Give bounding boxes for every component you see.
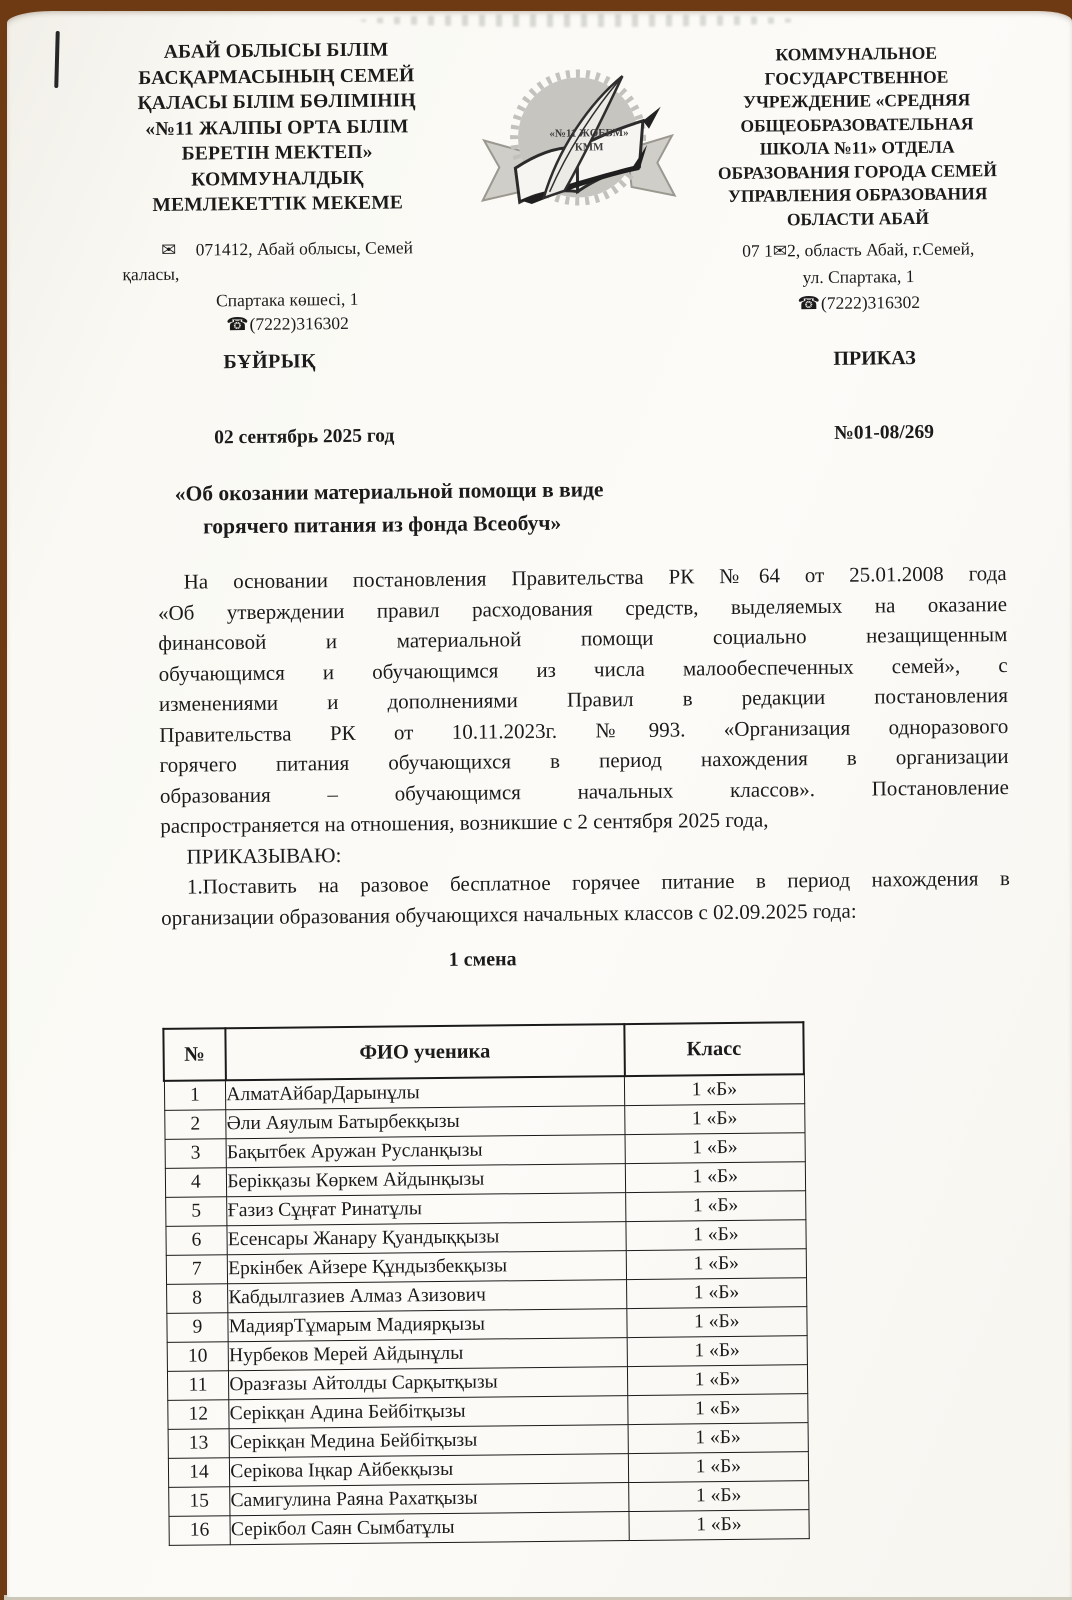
org-name-line: ОБРАЗОВАНИЯ ГОРОДА СЕМЕЙ: [717, 159, 997, 183]
row-number: 11: [167, 1370, 229, 1400]
order-number: №01-08/269: [834, 421, 935, 444]
student-name: МадиярТұмарым Мадиярқызы: [228, 1308, 627, 1341]
row-number: 13: [168, 1428, 230, 1458]
org-name-line: УПРАВЛЕНИЯ ОБРАЗОВАНИЯ: [727, 183, 988, 206]
student-name: Есенсары Жанару Қуандыққызы: [227, 1221, 626, 1254]
student-class: 1 «Б»: [627, 1335, 807, 1366]
student-class: 1 «Б»: [629, 1451, 809, 1482]
student-name: Кабдылгазиев Алмаз Азизович: [228, 1279, 627, 1312]
row-number: 8: [166, 1283, 228, 1313]
student-name: Серікбол Саян Сымбатұлы: [230, 1511, 629, 1544]
paragraph-line: обучающимся и обучающимся из числа малообеспеченных семей», с: [158, 652, 1008, 686]
row-number: 1: [164, 1080, 226, 1110]
address-russian: [718, 235, 999, 317]
student-name: Оразғазы Айтолды Сарқытқызы: [229, 1366, 628, 1399]
student-class: 1 «Б»: [626, 1190, 806, 1221]
document-title: [175, 473, 604, 543]
table-row: [168, 1509, 808, 1545]
paragraph-line: горячего питания обучающихся в период нахождения в организации: [159, 744, 1009, 777]
org-name-russian: [706, 41, 1008, 232]
paragraph-line: образования – обучающимся начальных классов». Постановление: [159, 774, 1010, 808]
address-line: қаласы,: [122, 263, 180, 285]
students-table: [162, 1021, 809, 1545]
envelope-icon: ✉: [772, 241, 788, 261]
student-class: 1 «Б»: [626, 1248, 806, 1279]
item-line: организации образования обучающихся начальных классов с 02.09.2025 года:: [161, 898, 857, 930]
row-number: 14: [168, 1457, 230, 1487]
order-date: 02 сентябрь 2025 год: [214, 425, 395, 449]
org-name-line: БЕРЕТІН МЕКТЕП»: [181, 141, 373, 165]
row-number: 7: [166, 1254, 228, 1284]
row-number: 9: [166, 1312, 228, 1342]
org-name-line: ШКОЛА №11» ОТДЕЛА: [759, 136, 955, 159]
org-name-line: ГОСУДАРСТВЕННОЕ: [764, 66, 949, 89]
student-class: 1 «Б»: [625, 1074, 805, 1105]
column-header-number: №: [163, 1028, 225, 1081]
student-name: Берікқазы Көркем Айдынқызы: [227, 1163, 626, 1196]
student-class: 1 «Б»: [628, 1422, 808, 1453]
order-item1: [161, 863, 1011, 933]
student-name: Ғазиз Сұңғат Ринатұлы: [227, 1192, 626, 1225]
org-name-line: ОБЩЕОБРАЗОВАТЕЛЬНАЯ: [740, 112, 974, 136]
order-paragraph: [158, 558, 1010, 841]
org-name-line: ОБЛАСТИ АБАЙ: [786, 207, 930, 229]
student-class: 1 «Б»: [629, 1480, 809, 1511]
paragraph-line: распространяется на отношения, возникшие с 2 сентября 2025 года,: [160, 807, 769, 838]
org-name-line: АБАЙ ОБЛЫСЫ БІЛІМ: [163, 39, 389, 63]
student-name: Нурбеков Мерей Айдынұлы: [228, 1337, 627, 1370]
student-name: Әли Аяулым Батырбекқызы: [226, 1105, 625, 1138]
emblem-text-line2: КММ: [574, 141, 604, 154]
order-heading-kazakh: БҰЙРЫҚ: [223, 350, 317, 374]
row-number: 6: [165, 1225, 227, 1255]
student-name: АлматАйбарДарынұлы: [226, 1076, 625, 1109]
phone-number: (7222)316302: [249, 312, 349, 334]
column-header-name: ФИО ученика: [225, 1024, 624, 1080]
phone-line: [115, 310, 460, 338]
row-number: 4: [165, 1167, 227, 1197]
phone-icon: ☎: [797, 292, 821, 314]
row-number: 10: [167, 1341, 229, 1371]
table-header-row: [163, 1022, 804, 1081]
address-line: ул. Спартака, 1: [802, 266, 915, 288]
org-name-kazakh: [108, 37, 446, 219]
student-class: 1 «Б»: [625, 1103, 805, 1134]
student-name: Еркінбек Айзере Құндызбекқызы: [228, 1250, 627, 1283]
student-name: Серікқан Адина Бейбітқызы: [229, 1395, 628, 1428]
org-name-line: УЧРЕЖДЕНИЕ «СРЕДНЯЯ: [743, 89, 971, 112]
org-name-line: КОММУНАЛДЫҚ: [191, 167, 364, 191]
student-class: 1 «Б»: [625, 1161, 805, 1192]
phone-icon: ☎: [226, 313, 249, 335]
paragraph-line: финансовой и материальной помощи социально незащищенным: [158, 622, 1008, 655]
postal-address: 2, область Абай, г.Семей,: [786, 238, 975, 261]
school-emblem-graphic: [470, 48, 686, 240]
student-name: Самигулина Раяна Рахатқызы: [230, 1482, 629, 1515]
address-kazakh: [114, 235, 460, 338]
envelope-icon: ✉: [161, 239, 177, 260]
row-number: 16: [168, 1515, 230, 1545]
student-class: 1 «Б»: [627, 1306, 807, 1337]
row-number: 5: [165, 1196, 227, 1226]
emblem-text-line1: «№11 ЖОББМ»: [549, 126, 629, 140]
org-name-line: КОММУНАЛЬНОЕ: [775, 42, 938, 65]
postal-address: 07 1: [742, 240, 773, 261]
order-heading-russian: ПРИКАЗ: [833, 346, 916, 370]
org-name-line: «№11 ЖАЛПЫ ОРТА БІЛІМ: [145, 115, 409, 140]
student-class: 1 «Б»: [627, 1277, 807, 1308]
students-table-body: [164, 1074, 809, 1545]
postal-address: 071412, Абай облысы, Семей: [195, 237, 414, 260]
order-body: [158, 558, 1011, 933]
paragraph-line: Правительства РК от 10.11.2023г. №993. «Организация одноразового: [159, 713, 1009, 747]
student-class: 1 «Б»: [625, 1132, 805, 1163]
shift-heading: 1 смена: [448, 948, 517, 971]
row-number: 3: [165, 1138, 227, 1168]
student-class: 1 «Б»: [629, 1509, 809, 1540]
paragraph-line: «Об утверждении правил расходования средств, выделяемых на оказание: [157, 591, 1008, 625]
school-emblem: [470, 48, 686, 240]
column-header-class: Класс: [624, 1022, 804, 1076]
address-line: [718, 235, 998, 265]
row-number: 12: [167, 1399, 229, 1429]
org-name-line: МЕМЛЕКЕТТІК МЕКЕМЕ: [152, 192, 404, 216]
address-line: Спартака көшесі, 1: [215, 288, 359, 311]
paragraph-line: изменениями и дополнениями Правил в редакции постановления: [158, 683, 1009, 716]
student-name: Бақытбек Аружан Русланқызы: [226, 1134, 625, 1167]
item-line: 1.Поставить на разовое бесплатное горячее питание в период нахождения в: [186, 866, 1010, 899]
resolution-word: ПРИКАЗЫВАЮ:: [186, 842, 342, 869]
title-line: «Об окозании материальной помощи в виде: [174, 477, 604, 506]
row-number: 15: [168, 1486, 230, 1516]
row-number: 2: [164, 1109, 226, 1139]
org-name-line: ҚАЛАСЫ БІЛІМ БӨЛІМІНІҢ: [137, 90, 416, 115]
address-line: [114, 235, 459, 263]
student-class: 1 «Б»: [628, 1364, 808, 1395]
student-class: 1 «Б»: [628, 1393, 808, 1424]
org-name-line: БАСҚАРМАСЫНЫҢ СЕМЕЙ: [138, 64, 415, 89]
phone-line: [719, 288, 999, 317]
student-class: 1 «Б»: [626, 1219, 806, 1250]
paragraph-line: На основании постановления Правительства РК №64 от 25.01.2008 года: [183, 561, 1007, 594]
phone-number: (7222)316302: [820, 291, 921, 313]
student-name: Серікқан Медина Бейбітқызы: [229, 1424, 628, 1457]
student-name: Серікова Іңкар Айбекқызы: [230, 1453, 629, 1486]
title-line: горячего питания из фонда Всеобуч»: [202, 510, 562, 539]
